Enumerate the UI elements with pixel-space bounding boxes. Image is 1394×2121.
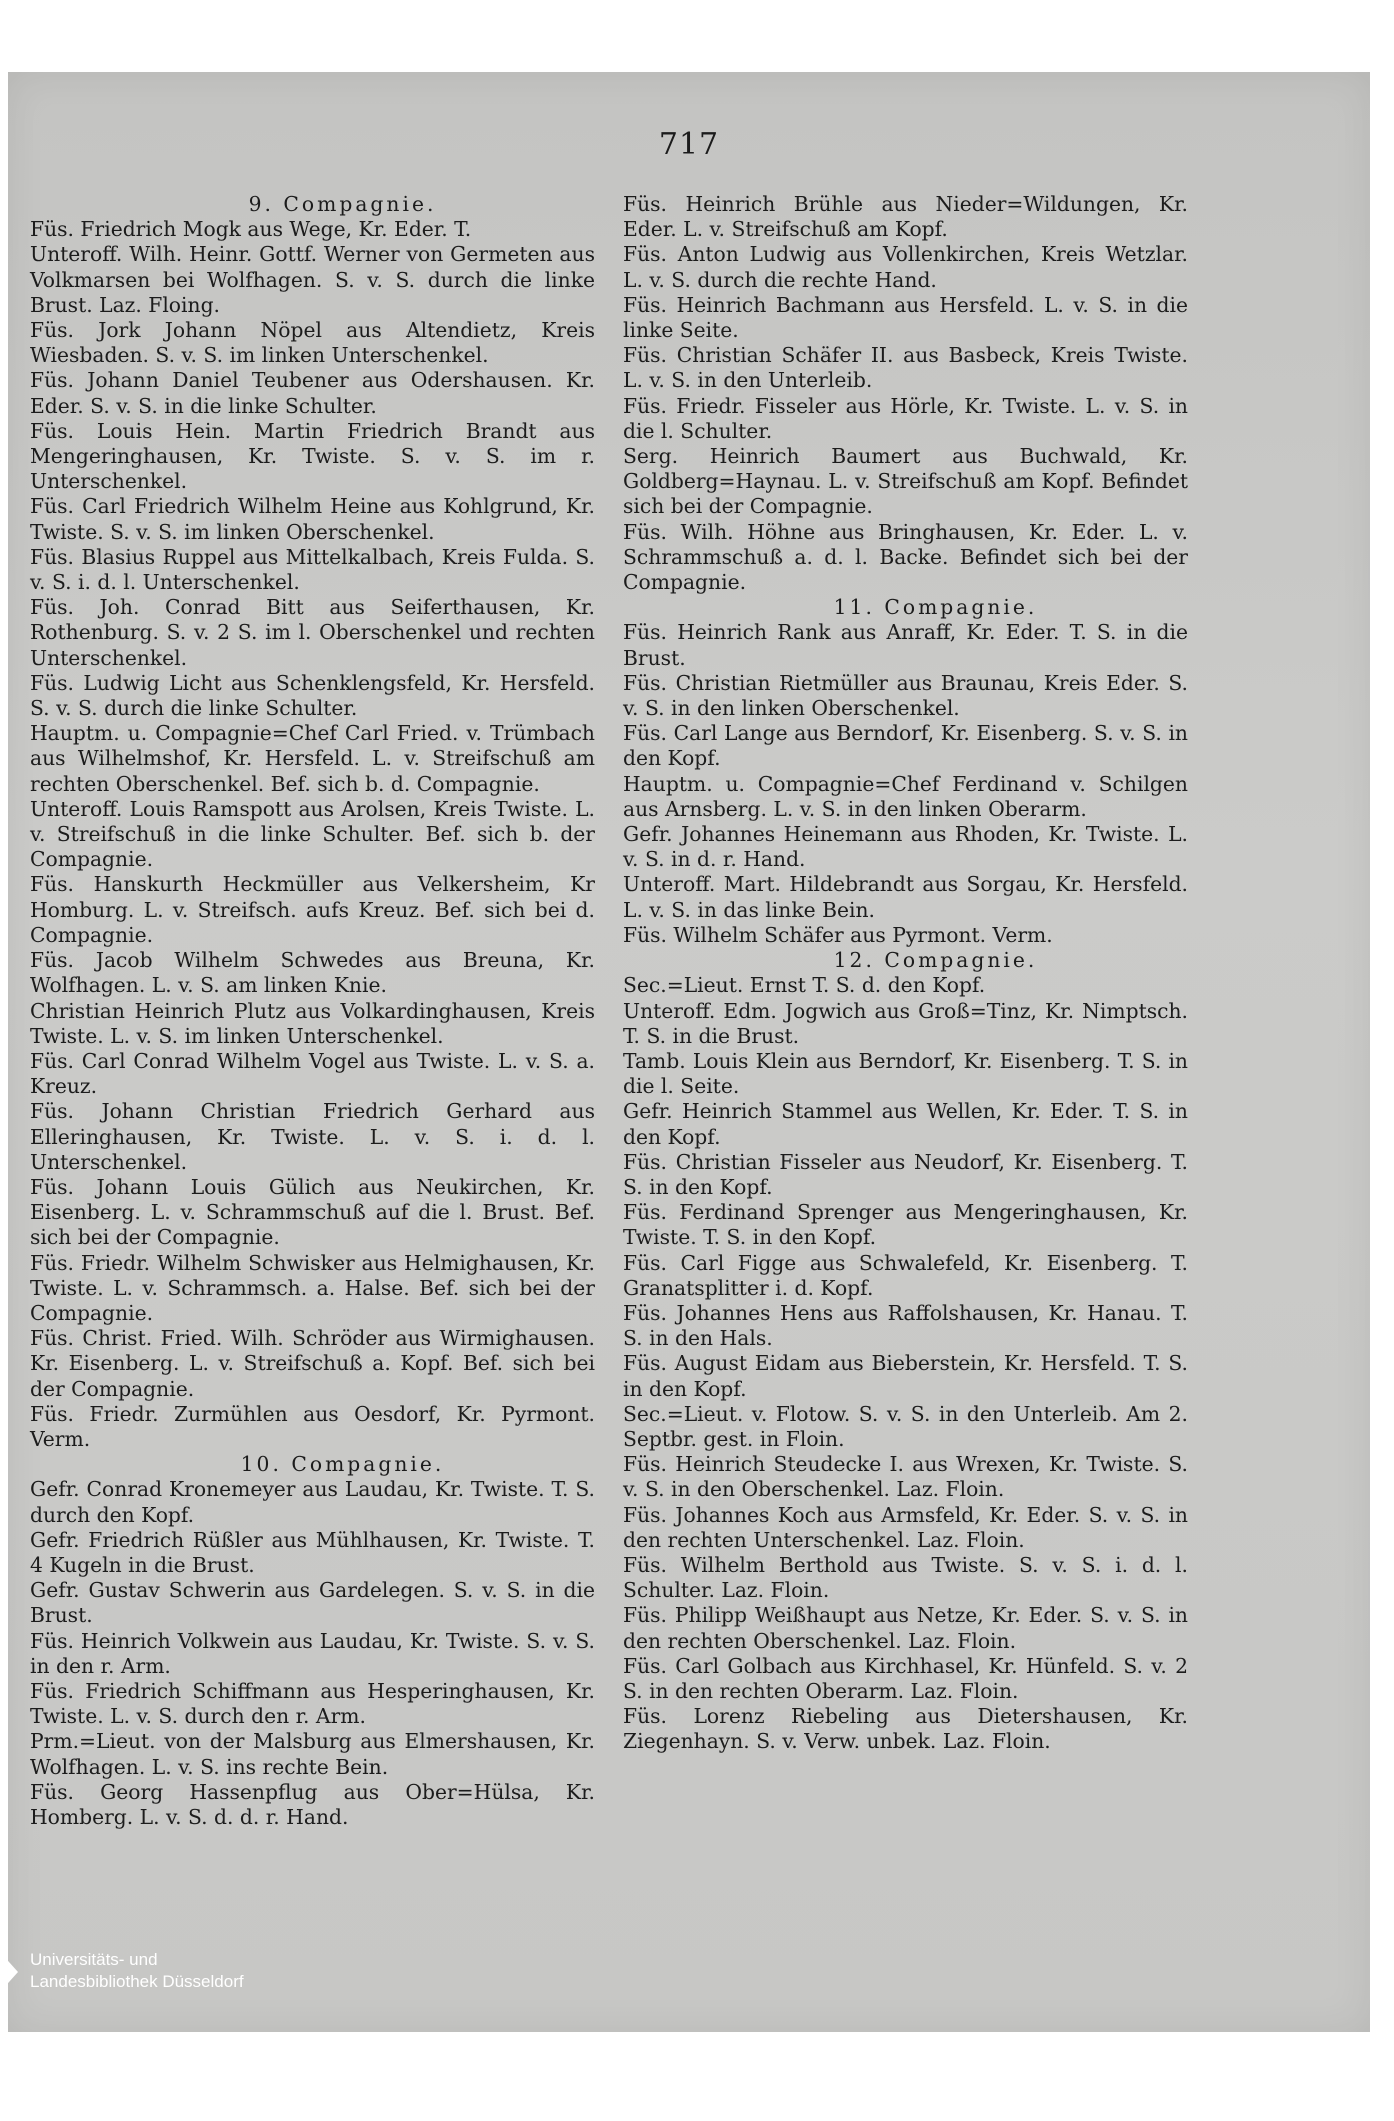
casualty-entry: Füs. Christian Schäfer II. aus Basbeck, Kreis Twiste. L. v. S. in den Unterleib. [623,343,1188,393]
library-name-line-1: Universitäts- und [30,1950,158,1969]
casualty-entry: Füs. Heinrich Volkwein aus Laudau, Kr. Twiste. S. v. S. in den r. Arm. [30,1628,595,1678]
casualty-entry: Füs. Ludwig Licht aus Schenklengsfeld, Kr. Hersfeld. S. v. S. durch die linke Schulter. [30,670,595,721]
casualty-entry: Füs. Heinrich Brühle aus Nieder=Wildungen, Kr. Eder. L. v. Streifschuß am Kopf. [623,192,1188,242]
company-heading: 9. Compagnie. [248,192,437,216]
casualty-entry: Hauptm. u. Compagnie=Chef Carl Fried. v. Trümbach aus Wilhelmshof, Kr. Hersfeld. L. v. Streifschuß am rechten Oberschenkel. Bef. sich b. d. Compagnie. [30,721,595,796]
casualty-entry: Füs. Christian Rietmüller aus Braunau, Kreis Eder. S. v. S. in den linken Oberschenkel. [623,670,1188,721]
casualty-entry: Christian Heinrich Plutz aus Volkardinghausen, Kreis Twiste. L. v. S. im linken Unterschenkel. [30,998,595,1048]
casualty-entry: Sec.=Lieut. v. Flotow. S. v. S. in den Unterleib. Am 2. Septbr. gest. in Floin. [623,1401,1188,1451]
casualty-entry: Füs. Heinrich Steudecke I. aus Wrexen, Kr. Twiste. S. v. S. in den Oberschenkel. Laz. Floin. [623,1452,1188,1502]
library-watermark [0,1948,300,2008]
casualty-entry: Füs. Carl Figge aus Schwalefeld, Kr. Eisenberg. T. Granatsplitter i. d. Kopf. [623,1250,1188,1300]
casualty-entry: Tamb. Louis Klein aus Berndorf, Kr. Eisenberg. T. S. in die l. Seite. [623,1048,1188,1099]
casualty-entry: Unteroff. Wilh. Heinr. Gottf. Werner von Germeten aus Volkmarsen bei Wolfhagen. S. v. S. durch die linke Brust. Laz. Floing. [30,242,595,317]
casualty-entry: Füs. Christian Fisseler aus Neudorf, Kr. Eisenberg. T. S. in den Kopf. [623,1149,1188,1199]
casualty-entry: Füs. Friedr. Zurmühlen aus Oesdorf, Kr. Pyrmont. Verm. [30,1401,595,1451]
casualty-entry: Füs. Heinrich Bachmann aus Hersfeld. L. v. S. in die linke Seite. [623,292,1188,343]
casualty-entry: Unteroff. Louis Ramspott aus Arolsen, Kreis Twiste. L. v. Streifschuß in die linke Schulter. Bef. sich b. der Compagnie. [30,796,595,872]
casualty-entry: Hauptm. u. Compagnie=Chef Ferdinand v. Schilgen aus Arnsberg. L. v. S. in den linken Oberarm. [623,771,1188,821]
casualty-entry: Unteroff. Edm. Jogwich aus Groß=Tinz, Kr. Nimptsch. T. S. in die Brust. [623,998,1188,1048]
casualty-entry: Prm.=Lieut. von der Malsburg aus Elmershausen, Kr. Wolfhagen. L. v. S. ins rechte Bein. [30,1729,595,1779]
casualty-entry: Füs. Carl Conrad Wilhelm Vogel aus Twiste. L. v. S. a. Kreuz. [30,1048,595,1099]
casualty-entry: Füs. Georg Hassenpflug aus Ober=Hülsa, Kr. Homberg. L. v. S. d. d. r. Hand. [30,1779,595,1829]
casualty-entry: Füs. Wilh. Höhne aus Bringhausen, Kr. Eder. L. v. Schrammschuß a. d. l. Backe. Befindet sich bei der Compagnie. [623,519,1188,595]
casualty-entry: Füs. Johann Christian Friedrich Gerhard aus Elleringhausen, Kr. Twiste. L. v. S. i. d. l. Unterschenkel. [30,1099,595,1174]
casualty-entry: Füs. Friedrich Schiffmann aus Hesperinghausen, Kr. Twiste. L. v. S. durch den r. Arm. [30,1678,595,1729]
casualty-entry: Unteroff. Mart. Hildebrandt aus Sorgau, Kr. Hersfeld. L. v. S. in das linke Bein. [623,872,1188,922]
casualty-entry: Füs. Blasius Ruppel aus Mittelkalbach, Kreis Fulda. S. v. S. i. d. l. Unterschenkel. [30,544,595,595]
left-column [30,192,595,1830]
page-number: 717 [658,127,720,162]
company-heading: 10. Compagnie. [240,1452,445,1477]
library-logo-icon [0,1948,24,1996]
library-name-line-2: Landesbibliothek Düsseldorf [30,1972,244,1991]
company-heading: 12. Compagnie. [833,948,1038,973]
casualty-entry: Füs. Johann Daniel Teubener aus Odershausen. Kr. Eder. S. v. S. in die linke Schulter. [30,368,595,418]
casualty-entry: Füs. Carl Golbach aus Kirchhasel, Kr. Hünfeld. S. v. 2 S. in den rechten Oberarm. Laz. Floin. [623,1653,1188,1703]
casualty-entry: Füs. Lorenz Riebeling aus Dietershausen, Kr. Ziegenhayn. S. v. Verw. unbek. Laz. Floin. [623,1704,1188,1754]
casualty-entry: Füs. Friedr. Fisseler aus Hörle, Kr. Twiste. L. v. S. in die l. Schulter. [623,393,1188,443]
casualty-entry: Füs. Ferdinand Sprenger aus Mengeringhausen, Kr. Twiste. T. S. in den Kopf. [623,1200,1188,1250]
casualty-entry: Gefr. Friedrich Rüßler aus Mühlhausen, Kr. Twiste. T. 4 Kugeln in die Brust. [30,1527,595,1577]
casualty-entry: Füs. Hanskurth Heckmüller aus Velkersheim, Kr Homburg. L. v. Streifsch. aufs Kreuz. Bef. sich bei d. Compagnie. [30,872,595,947]
casualty-entry: Füs. Friedr. Wilhelm Schwisker aus Helmighausen, Kr. Twiste. L. v. Schrammsch. a. Halse. Bef. sich bei der Compagnie. [30,1250,595,1325]
scanned-page [8,72,1370,2032]
casualty-entry: Serg. Heinrich Baumert aus Buchwald, Kr. Goldberg=Haynau. L. v. Streifschuß am Kopf. Befindet sich bei der Compagnie. [623,444,1188,519]
casualty-entry: Füs. Heinrich Rank aus Anraff, Kr. Eder. T. S. in die Brust. [623,620,1188,670]
casualty-entry: Gefr. Conrad Kronemeyer aus Laudau, Kr. Twiste. T. S. durch den Kopf. [30,1477,595,1527]
company-heading: 11. Compagnie. [833,595,1038,620]
casualty-entry: Füs. Anton Ludwig aus Vollenkirchen, Kreis Wetzlar. L. v. S. durch die rechte Hand. [623,242,1188,292]
casualty-entry: Füs. Jacob Wilhelm Schwedes aus Breuna, Kr. Wolfhagen. L. v. S. am linken Knie. [30,948,595,998]
casualty-entry: Füs. Philipp Weißhaupt aus Netze, Kr. Eder. S. v. S. in den rechten Oberschenkel. Laz. Floin. [623,1603,1188,1653]
casualty-entry: Füs. Johannes Koch aus Armsfeld, Kr. Eder. S. v. S. in den rechten Unterschenkel. Laz. Floin. [623,1502,1188,1552]
casualty-entry: Füs. August Eidam aus Bieberstein, Kr. Hersfeld. T. S. in den Kopf. [623,1351,1188,1401]
casualty-entry: Füs. Louis Hein. Martin Friedrich Brandt aus Mengeringhausen, Kr. Twiste. S. v. S. im r. Unterschenkel. [30,418,595,494]
casualty-entry: Füs. Carl Lange aus Berndorf, Kr. Eisenberg. S. v. S. in den Kopf. [623,721,1188,771]
casualty-entry: Füs. Johann Louis Gülich aus Neukirchen, Kr. Eisenberg. L. v. Schrammschuß auf die l. Brust. Bef. sich bei der Compagnie. [30,1174,595,1250]
casualty-entry: Füs. Jork Johann Nöpel aus Altendietz, Kreis Wiesbaden. S. v. S. im linken Unterschenkel. [30,318,595,368]
casualty-entry: Gefr. Johannes Heinemann aus Rhoden, Kr. Twiste. L. v. S. in d. r. Hand. [623,822,1188,872]
casualty-entry: Füs. Christ. Fried. Wilh. Schröder aus Wirmighausen. Kr. Eisenberg. L. v. Streifschuß a. Kopf. Bef. sich bei der Compagnie. [30,1326,595,1401]
casualty-entry: Sec.=Lieut. Ernst T. S. d. den Kopf. [623,973,986,998]
right-column [623,192,1188,1755]
casualty-entry: Füs. Wilhelm Berthold aus Twiste. S. v. S. i. d. l. Schulter. Laz. Floin. [623,1552,1188,1603]
casualty-entry: Füs. Friedrich Mogk aus Wege, Kr. Eder. T. [30,217,472,242]
casualty-entry: Füs. Johannes Hens aus Raffolshausen, Kr. Hanau. T. S. in den Hals. [623,1300,1188,1351]
casualty-entry: Gefr. Gustav Schwerin aus Gardelegen. S. v. S. in die Brust. [30,1578,595,1628]
casualty-entry: Füs. Wilhelm Schäfer aus Pyrmont. Verm. [623,922,1053,947]
casualty-entry: Füs. Joh. Conrad Bitt aus Seiferthausen, Kr. Rothenburg. S. v. 2 S. im l. Oberschenkel und rechten Unterschenkel. [30,595,595,670]
casualty-entry: Füs. Carl Friedrich Wilhelm Heine aus Kohlgrund, Kr. Twiste. S. v. S. im linken Oberschenkel. [30,494,595,544]
casualty-entry: Gefr. Heinrich Stammel aus Wellen, Kr. Eder. T. S. in den Kopf. [623,1099,1188,1149]
